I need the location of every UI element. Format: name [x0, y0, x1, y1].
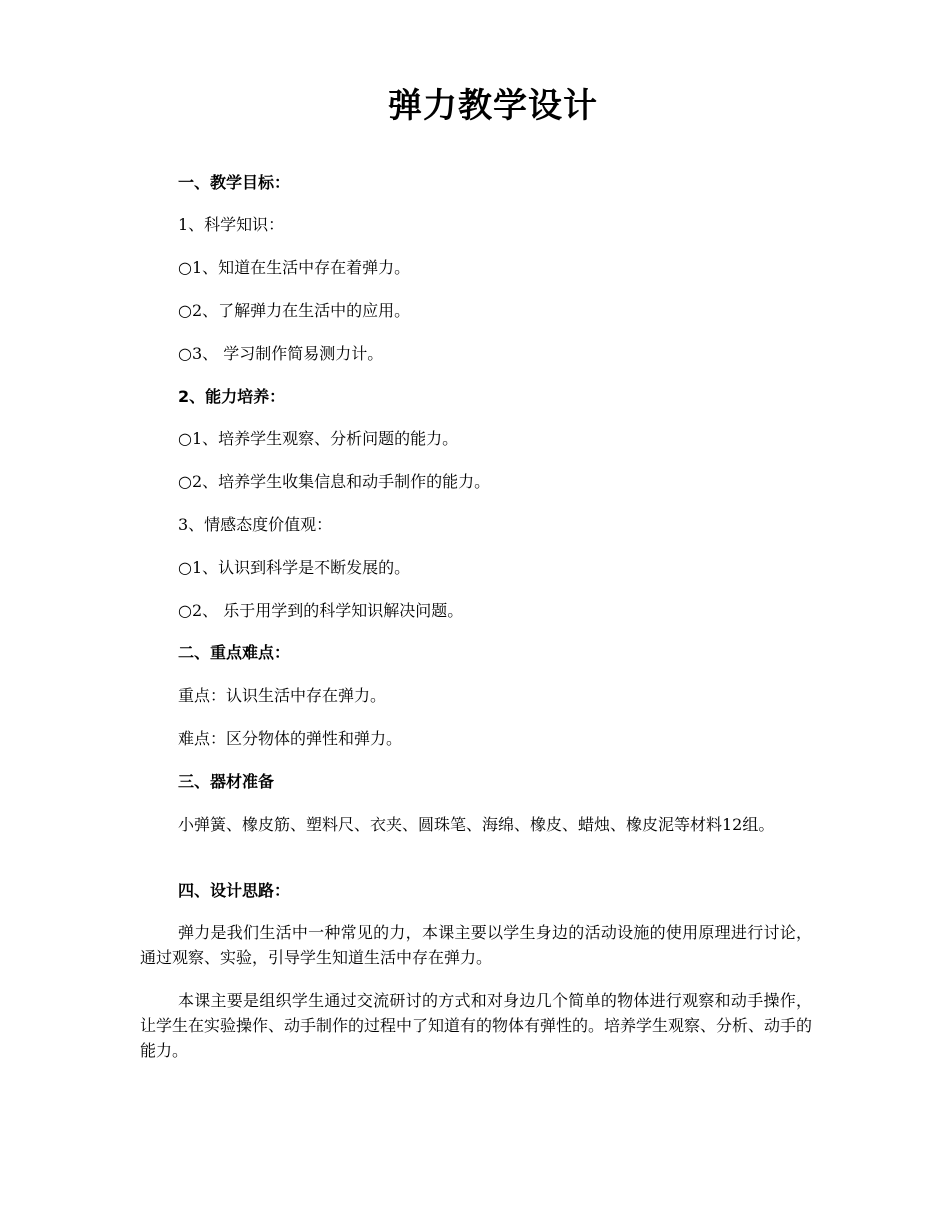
difficulty-text: 难点：区分物体的弹性和弹力。 — [178, 729, 403, 748]
list-item: ○1、知道在生活中存在着弹力。 — [178, 258, 411, 277]
list-item: ○2、了解弹力在生活中的应用。 — [178, 301, 411, 320]
section-heading-materials: 三、器材准备 — [178, 772, 275, 791]
subheading-attitude: 3、情感态度价值观： — [178, 515, 333, 534]
section-heading-design: 四、设计思路： — [178, 881, 291, 900]
section-heading-key-points: 二、重点难点： — [178, 643, 291, 662]
list-item: ○2、培养学生收集信息和动手制作的能力。 — [178, 472, 491, 491]
key-point-text: 重点：认识生活中存在弹力。 — [178, 686, 387, 705]
materials-paragraph: 小弹簧、橡皮筋、塑料尺、衣夹、圆珠笔、海绵、橡皮、蜡烛、橡皮泥等材料12组。 — [178, 815, 775, 834]
design-paragraph-2: 本课主要是组织学生通过交流研讨的方式和对身边几个简单的物体进行观察和动手操作，让学生在实验操作、动手制作的过程中了知道有的物体有弹性的。培养学生观察、分析、动手的能力。 — [140, 991, 813, 1060]
list-item: ○2、 乐于用学到的科学知识解决问题。 — [178, 601, 464, 620]
document-title: 弹力教学设计 — [388, 86, 598, 126]
subheading-ability: 2、能力培养： — [178, 387, 286, 406]
list-item: ○1、认识到科学是不断发展的。 — [178, 558, 411, 577]
list-item: ○3、 学习制作简易测力计。 — [178, 344, 384, 363]
design-paragraph-1: 弹力是我们生活中一种常见的力，本课主要以学生身边的活动设施的使用原理进行讨论，通过观察、实验，引导学生知道生活中存在弹力。 — [140, 923, 812, 967]
list-item: ○1、培养学生观察、分析问题的能力。 — [178, 429, 459, 448]
subheading-knowledge: 1、科学知识： — [178, 215, 285, 234]
section-heading-objectives: 一、教学目标： — [178, 173, 291, 192]
